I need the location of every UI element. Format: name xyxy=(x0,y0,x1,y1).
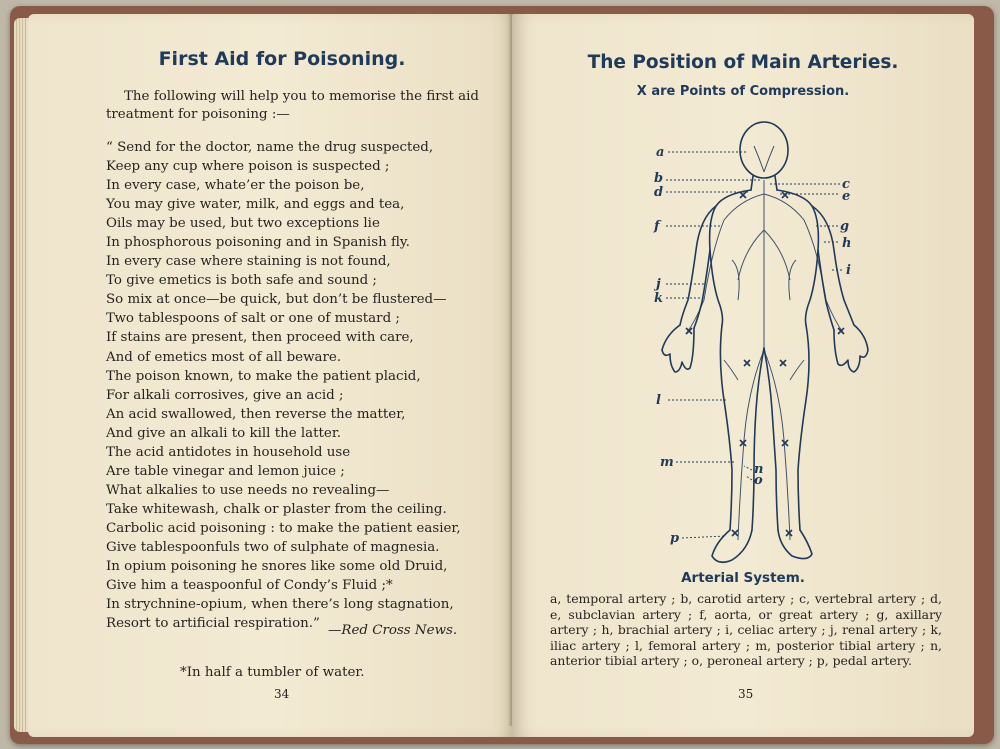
poem-line: You may give water, milk, and eggs and tea, xyxy=(106,197,405,213)
poem-line: Oils may be used, but two exceptions lie xyxy=(106,216,380,232)
label-h: h xyxy=(842,236,852,251)
poem-line: Are table vinegar and lemon juice ; xyxy=(106,463,345,479)
poem-line: An acid swallowed, then reverse the matter, xyxy=(106,406,406,422)
poem-line: Carbolic acid poisoning : to make the patient easier, xyxy=(106,520,461,536)
intro-paragraph: The following will help you to memorise the first aid treatment for poisoning :— xyxy=(106,89,479,122)
label-p: p xyxy=(670,531,680,546)
right-page xyxy=(512,14,974,737)
label-o: o xyxy=(754,473,763,488)
label-k: k xyxy=(654,291,664,306)
poem-line: In strychnine-opium, when there’s long stagnation, xyxy=(106,597,454,613)
poem-line: The poison known, to make the patient placid, xyxy=(106,368,421,384)
poem-line: In every case where staining is not found, xyxy=(106,254,391,270)
body-illustration xyxy=(620,110,890,575)
poem-line: The acid antidotes in household use xyxy=(106,444,351,460)
label-f: f xyxy=(654,219,660,234)
poem-line: And of emetics most of all beware. xyxy=(106,349,342,365)
poem-line: Two tablespoons of salt or one of mustard ; xyxy=(106,311,400,327)
label-c: c xyxy=(842,177,850,192)
poem-line: If stains are present, then proceed with care, xyxy=(106,330,414,346)
label-j: j xyxy=(656,277,661,292)
poem-line: “ Send for the doctor, name the drug suspected, xyxy=(106,140,434,155)
label-g: g xyxy=(840,219,850,234)
left-page-title: First Aid for Poisoning. xyxy=(158,48,406,70)
figure-labels xyxy=(653,145,851,546)
label-a: a xyxy=(656,145,665,160)
poem-line: To give emetics is both safe and sound ; xyxy=(106,273,377,289)
poem-line: In phosphorous poisoning and in Spanish fly. xyxy=(106,235,410,251)
left-page xyxy=(28,14,514,737)
footnote: *In half a tumbler of water. xyxy=(180,665,365,680)
poem-line: And give an alkali to kill the latter. xyxy=(106,425,342,441)
arterial-system-figure xyxy=(620,110,890,575)
label-d: d xyxy=(654,185,664,200)
poem-line: Give tablespoonfuls two of sulphate of magnesia. xyxy=(106,539,440,555)
label-i: i xyxy=(846,263,851,278)
poem-line: What alkalies to use needs no revealing— xyxy=(106,482,390,498)
label-n: n xyxy=(754,462,764,477)
poem-line: In every case, whate’er the poison be, xyxy=(106,178,365,194)
poem-line: Take whitewash, chalk or plaster from the ceiling. xyxy=(106,501,447,517)
body-outline xyxy=(662,122,868,562)
page-number-left: 34 xyxy=(274,687,290,701)
poem-line: Resort to artificial respiration.” xyxy=(106,616,320,632)
figure-caption: Arterial System. xyxy=(681,570,805,586)
poem-line: Give him a teaspoonful of Condy’s Fluid ;* xyxy=(106,578,393,594)
right-page-title: The Position of Main Arteries. xyxy=(587,52,899,73)
label-m: m xyxy=(660,455,674,470)
poem-credit: —Red Cross News. xyxy=(328,623,458,638)
poem-line: For alkali corrosives, give an acid ; xyxy=(106,387,344,403)
artery-lines xyxy=(686,146,844,540)
page-number-right: 35 xyxy=(738,687,754,701)
poem-line: In opium poisoning he snores like some old Druid, xyxy=(106,559,448,575)
label-l: l xyxy=(656,393,661,408)
figure-legend: a, temporal artery ; b, carotid artery ; c, vertebral artery ; d, e, subclavian artery ; f, aorta, or great artery ; g, axillary artery ; h, brachial artery ; i, celiac artery ; j, renal artery ; k, iliac artery ; l, femoral artery ; m, posterior tibial artery ; n, anterior tibial artery ; o, peroneal artery ; p, pedal artery. xyxy=(550,591,942,669)
poem xyxy=(106,138,516,633)
right-page-subtitle: X are Points of Compression. xyxy=(636,84,850,99)
label-e: e xyxy=(842,189,851,204)
label-b: b xyxy=(654,171,664,186)
poem-line: Keep any cup where poison is suspected ; xyxy=(106,159,390,175)
poem-line: So mix at once—be quick, but don’t be flustered— xyxy=(106,292,447,308)
